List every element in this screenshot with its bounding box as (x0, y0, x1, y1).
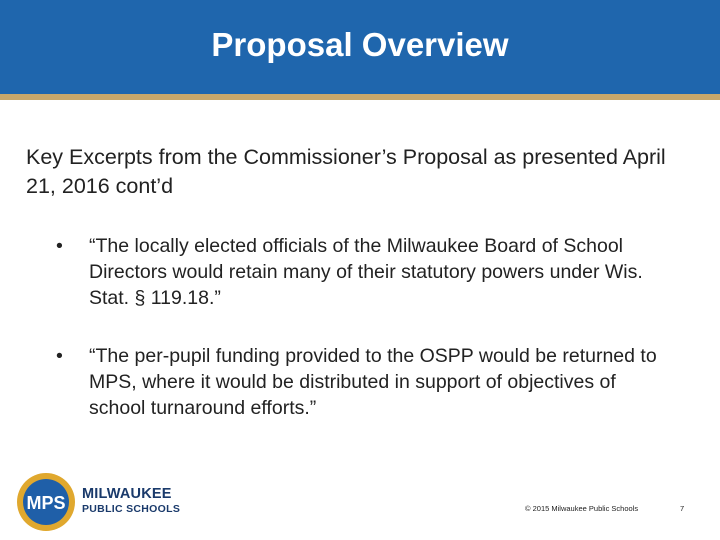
bullet-text: “The per-pupil funding provided to the OSPP would be returned to MPS, where it would be distributed in support of objectives of school turnaround efforts.” (89, 345, 657, 419)
page-number: 7 (680, 504, 685, 513)
bullet-text: “The locally elected officials of the Milwaukee Board of School Directors would retain many of their statutory powers under Wis. Stat. § 119.18.” (89, 235, 643, 309)
page-title: Proposal Overview (211, 26, 509, 63)
bullet-icon: • (56, 235, 63, 257)
bullet-item (56, 343, 668, 421)
title-bar (0, 0, 720, 100)
brand-line2: PUBLIC SCHOOLS (82, 503, 181, 515)
logo-text: MPS (26, 493, 66, 513)
mps-logo (16, 472, 76, 532)
intro-text: Key Excerpts from the Commissioner’s Proposal as presented April 21, 2016 cont’d (26, 145, 666, 198)
copyright-text: © 2015 Milwaukee Public Schools (525, 504, 639, 513)
brand-name (82, 487, 180, 517)
brand-line1: MILWAUKEE (82, 486, 172, 502)
bullet-icon: • (56, 345, 63, 367)
bullet-item (56, 233, 668, 311)
